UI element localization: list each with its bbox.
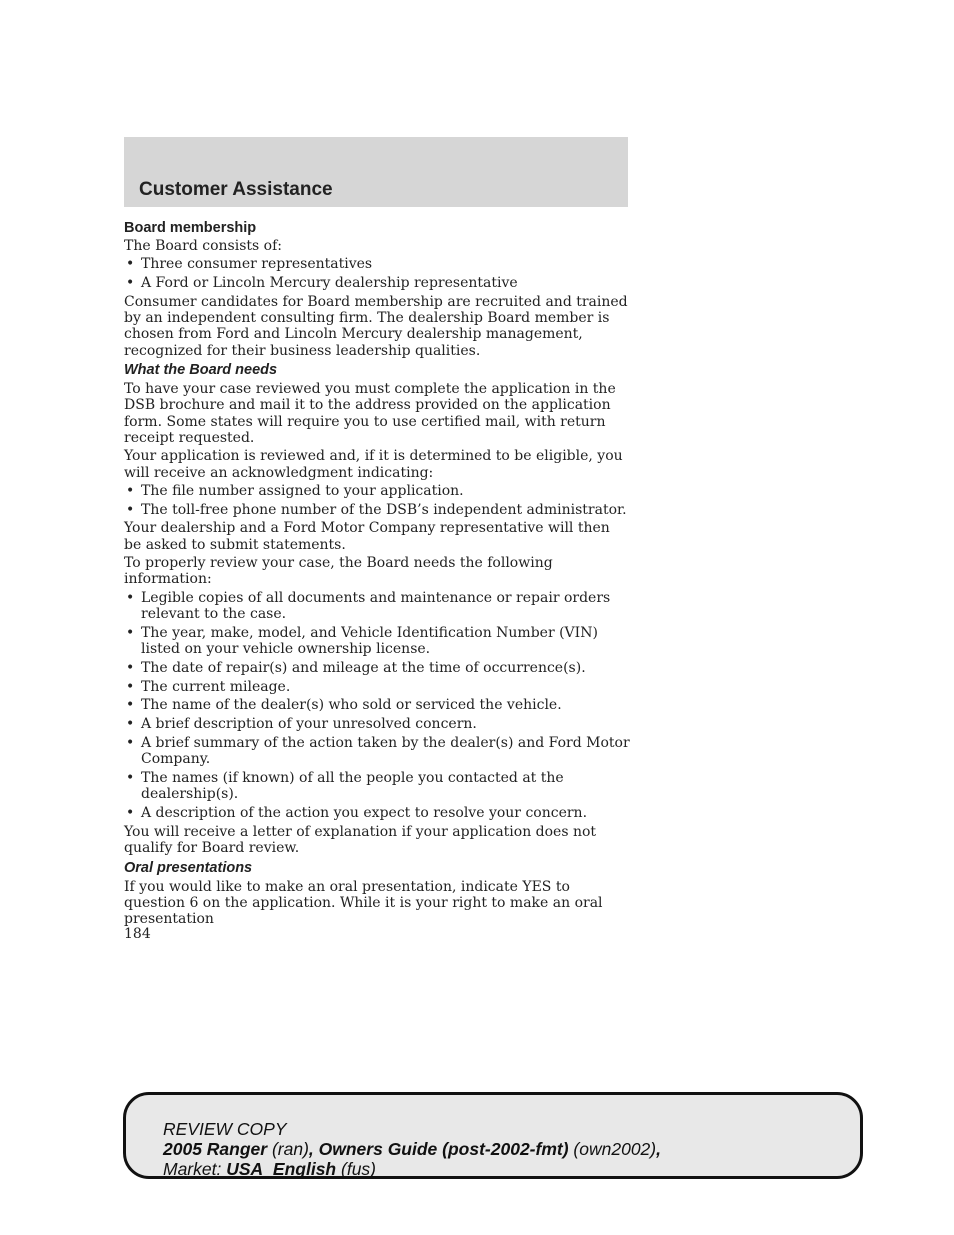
review-copy-label: REVIEW COPY — [163, 1119, 287, 1139]
needs-paragraph-2: Your application is reviewed and, if it is determined to be eligible, you will receive an acknowledgment indicating: — [124, 448, 623, 481]
bullet-icon: • — [126, 770, 135, 787]
bullet-icon: • — [126, 805, 135, 822]
section-title: Customer Assistance — [139, 179, 333, 200]
list-item: • The year, make, model, and Vehicle Identification Number (VIN) listed on your vehicle ownership license. — [126, 624, 598, 658]
list-item: • A brief summary of the action taken by the dealer(s) and Ford Motor Company. — [126, 735, 630, 768]
list-item: • The current mileage. — [126, 678, 291, 695]
needs-paragraph-3: Your dealership and a Ford Motor Company representative will then be asked to submit statements. — [124, 520, 610, 553]
bullet-icon: • — [126, 678, 135, 695]
list-item: • The date of repair(s) and mileage at the time of occurrence(s). — [126, 659, 586, 676]
footer-market-line — [163, 1159, 661, 1179]
market-value: USA_English — [226, 1159, 337, 1179]
bullet-icon: • — [126, 275, 135, 292]
information-list — [124, 590, 630, 822]
needs-paragraph-1: To have your case reviewed you must complete the application in the DSB brochure and mail it to the address provided on the application form. Some states will require you to use certified mail, with return receipt requested. — [124, 381, 616, 446]
bullet-icon: • — [126, 501, 135, 518]
model-code: (ran) — [271, 1139, 309, 1159]
bullet-icon: • — [126, 589, 135, 606]
review-copy-footer — [123, 1092, 863, 1179]
list-item: • The names (if known) of all the people you contacted at the dealership(s). — [126, 770, 564, 803]
membership-intro: The Board consists of: — [124, 238, 282, 254]
market-label: Market: — [163, 1159, 222, 1179]
membership-list — [124, 256, 630, 291]
acknowledgment-list — [124, 483, 630, 518]
bullet-icon: • — [126, 716, 135, 733]
page-content — [124, 220, 630, 929]
list-item: • A Ford or Lincoln Mercury dealership representative — [126, 275, 518, 292]
list-item: • Three consumer representatives — [126, 256, 373, 273]
list-item: • A description of the action you expect to resolve your concern. — [126, 805, 588, 822]
footer-text — [163, 1119, 661, 1179]
list-item: • The toll-free phone number of the DSB’s independent administrator. — [126, 501, 627, 518]
list-item: • The file number assigned to your application. — [126, 482, 464, 499]
heading-board-membership: Board membership — [124, 220, 257, 236]
needs-paragraph-5: You will receive a letter of explanation if your application does not qualify for Board review. — [124, 824, 597, 857]
list-item: • The name of the dealer(s) who sold or serviced the vehicle. — [126, 697, 562, 714]
membership-paragraph: Consumer candidates for Board membership are recruited and trained by an independent consulting firm. The dealership Board member is chosen from Ford and Lincoln Mercury dealership management, recognized for their business leadership qualities. — [124, 293, 628, 359]
bullet-icon: • — [126, 735, 135, 752]
bullet-icon: • — [126, 697, 135, 714]
footer-model-line — [163, 1139, 661, 1159]
bullet-icon: • — [126, 256, 135, 273]
heading-oral-presentations: Oral presentations — [124, 859, 253, 876]
footer-comma: , — [656, 1139, 661, 1159]
needs-paragraph-4: To properly review your case, the Board needs the following information: — [124, 555, 553, 588]
section-header-band — [124, 137, 628, 207]
guide-name: , Owners Guide (post-2002-fmt) — [308, 1139, 569, 1159]
market-code: (fus) — [341, 1159, 376, 1179]
heading-board-needs: What the Board needs — [124, 362, 278, 379]
bullet-icon: • — [126, 624, 135, 641]
model-name: 2005 Ranger — [163, 1139, 268, 1159]
oral-paragraph: If you would like to make an oral presentation, indicate YES to question 6 on the application. While it is your right to make an oral presentation — [124, 878, 603, 928]
list-item: • Legible copies of all documents and maintenance or repair orders relevant to the case. — [126, 589, 611, 622]
page-number: 184 — [124, 926, 151, 942]
bullet-icon: • — [126, 482, 135, 499]
bullet-icon: • — [126, 659, 135, 676]
guide-code: (own2002) — [573, 1139, 657, 1159]
list-item: • A brief description of your unresolved concern. — [126, 716, 477, 733]
